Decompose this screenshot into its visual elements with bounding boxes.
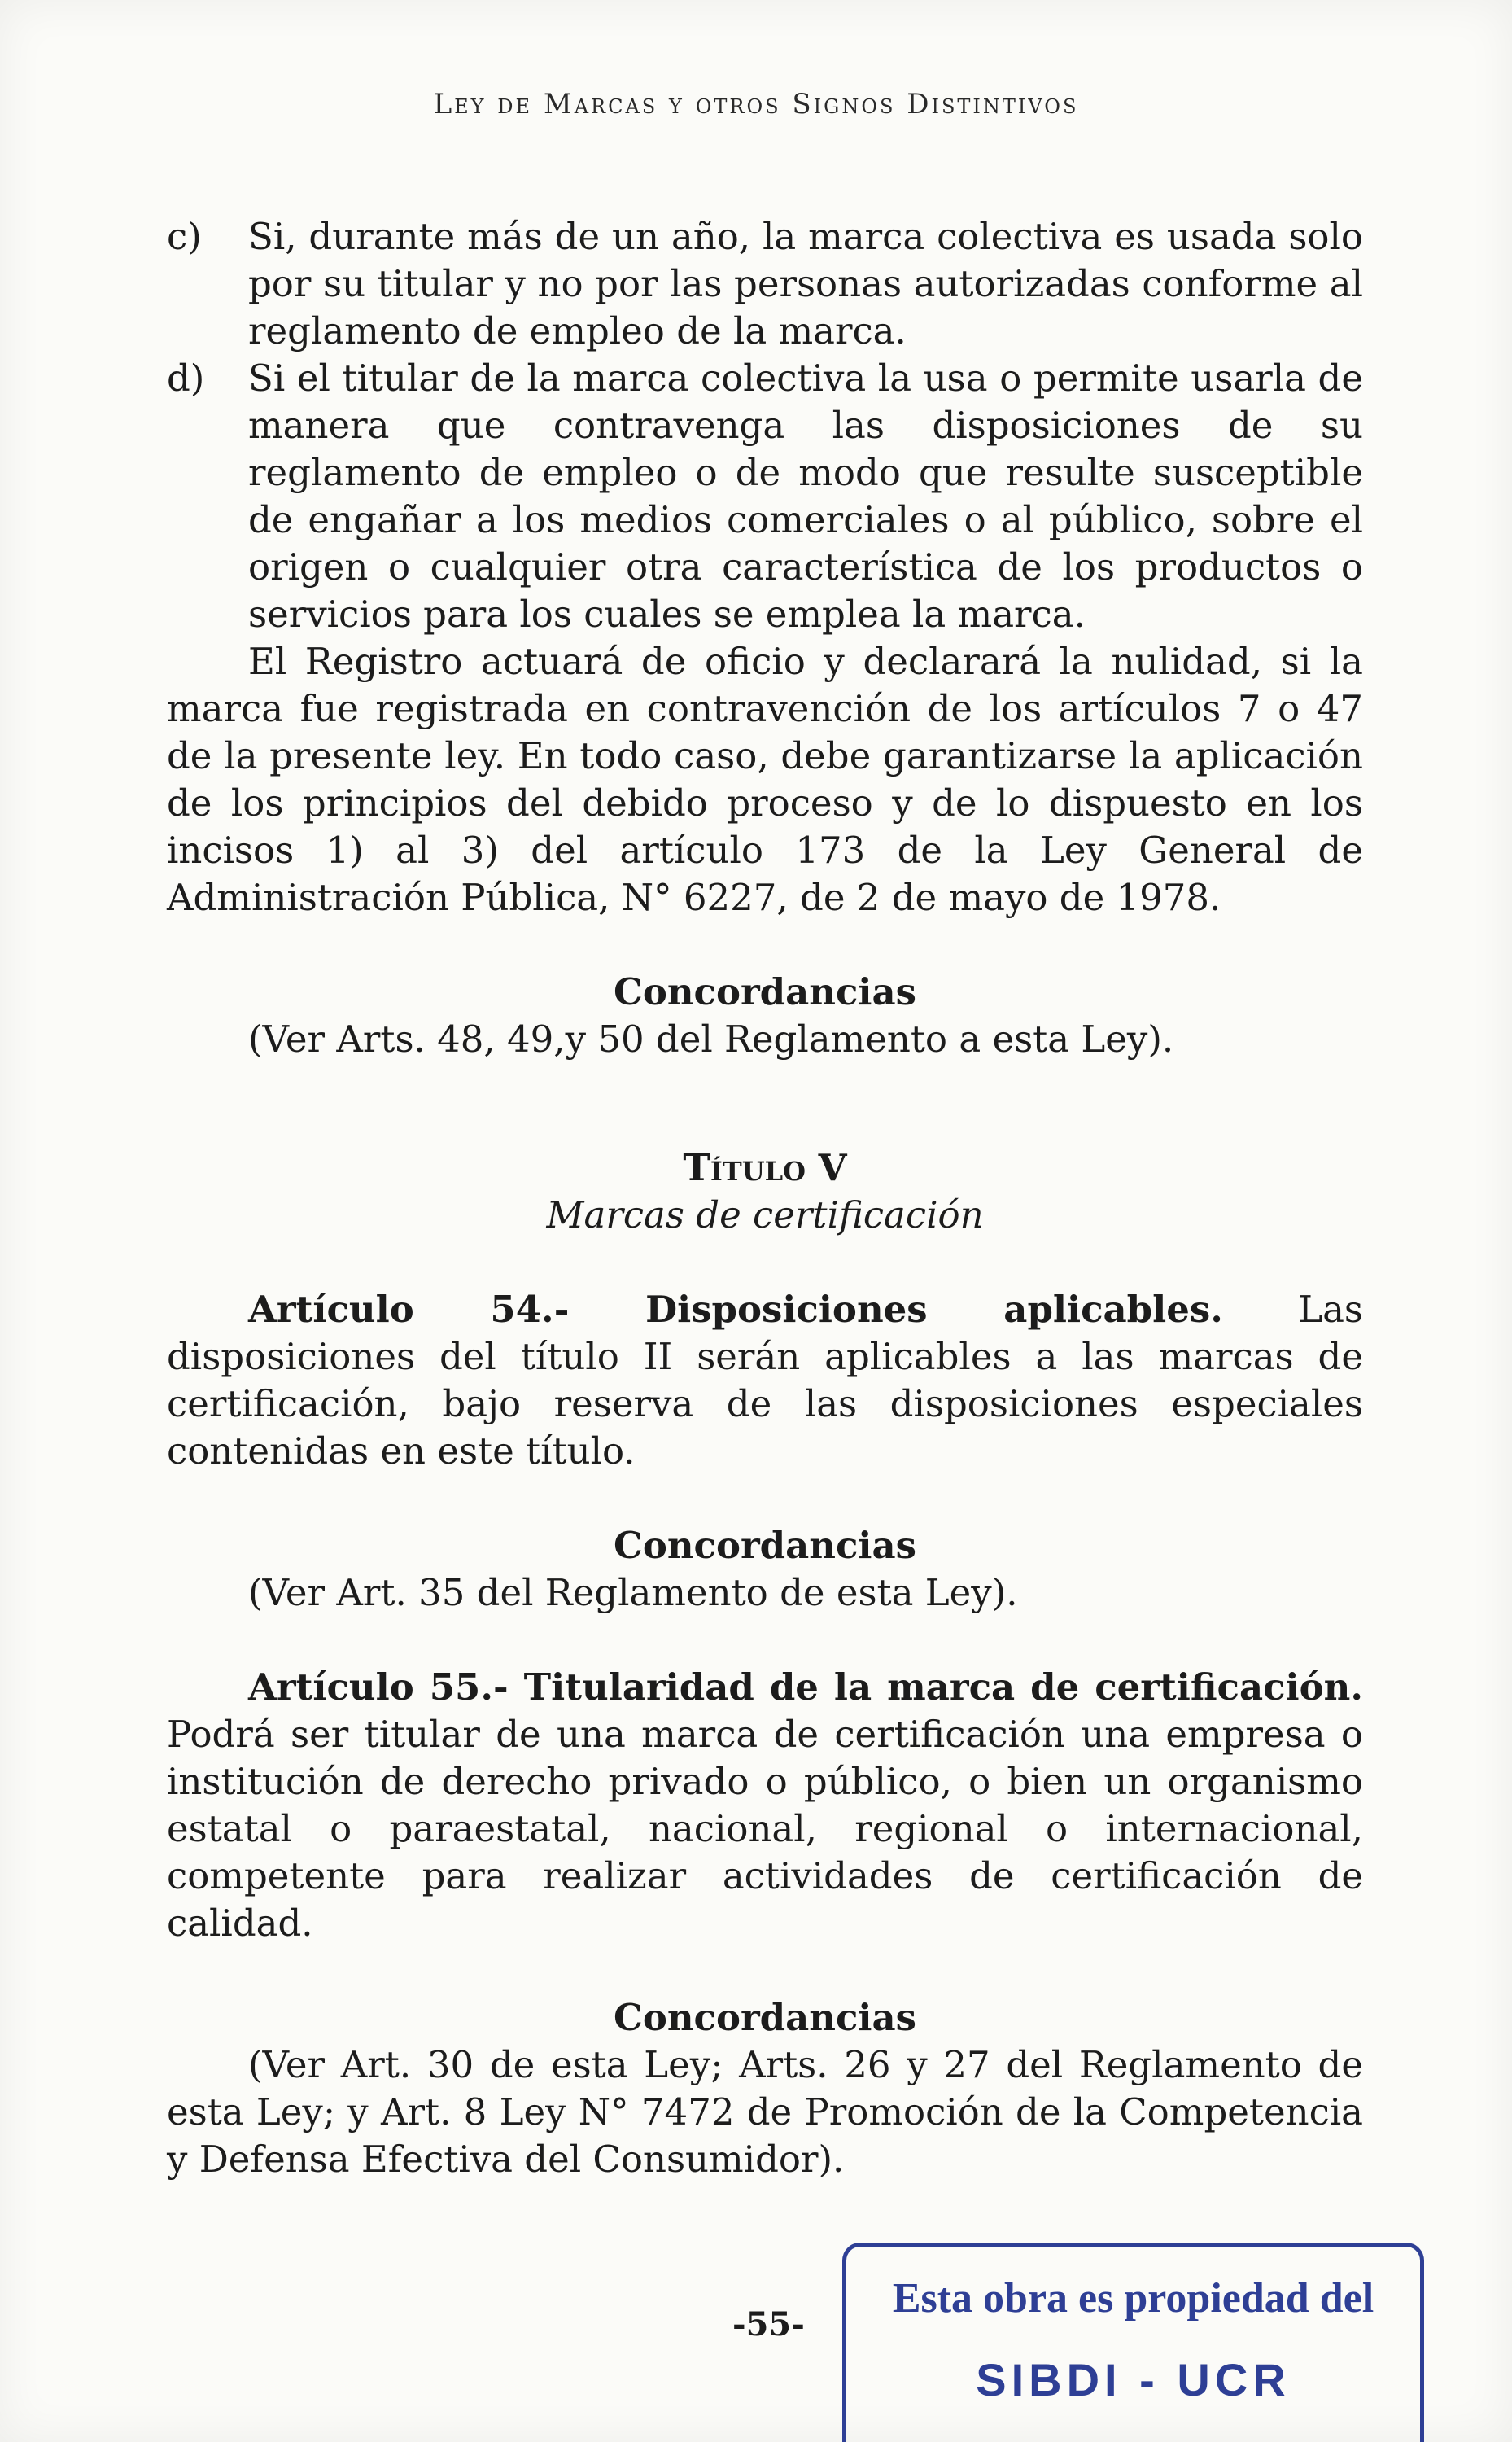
article-55	[167, 1664, 1363, 1947]
concordancias-text: (Ver Arts. 48, 49,y 50 del Reglamento a esta Ley).	[248, 1017, 1174, 1061]
article-54	[167, 1286, 1363, 1475]
registro-paragraph: El Registro actuará de oficio y declarará la nulidad, si la marca fue registrada en contravención de los artículos 7 o 47 de la presente ley. En todo caso, debe garantizarse la aplicación de los principios del debido proceso y de lo dispuesto en los incisos 1) al 3) del artículo 173 de la Ley General de Administración Pública, N° 6227, de 2 de mayo de 1978.	[167, 640, 1363, 919]
concordancias-heading: Concordancias	[614, 1524, 916, 1567]
list-item	[167, 355, 1363, 638]
article-55-text: Podrá ser titular de una marca de certificación una empresa o institución de derecho privado o público, o bien un organismo estatal o paraestatal, nacional, regional o internacional, competente para realizar actividades de certificación de calidad.	[167, 1713, 1363, 1945]
concordancias-text: (Ver Art. 35 del Reglamento de esta Ley).	[248, 1571, 1018, 1614]
article-54-text: Las disposiciones del título II serán aplicables a las marcas de certificación, bajo reserva de las disposiciones especiales contenidas en este título.	[167, 1288, 1364, 1473]
article-55-heading: Artículo 55.- Titularidad de la marca de certificación.	[248, 1665, 1363, 1709]
page-number: -55-	[732, 2305, 805, 2344]
list-item	[167, 213, 1363, 355]
item-marker: d)	[167, 357, 205, 400]
concordancias-text: (Ver Art. 30 de esta Ley; Arts. 26 y 27 del Reglamento de esta Ley; y Art. 8 Ley N° 7472 de Promoción de la Competencia y Defensa Efectiva del Consumidor).	[167, 2043, 1363, 2181]
running-header: Ley de Marcas y otros Signos Distintivos	[433, 88, 1079, 120]
stamp-line-2: SIBDI - UCR	[976, 2354, 1291, 2405]
concordancias-heading: Concordancias	[614, 1996, 916, 2039]
stamp-line-1: Esta obra es propiedad del	[892, 2275, 1374, 2322]
article-54-heading: Artículo 54.- Disposiciones aplicables.	[248, 1288, 1223, 1331]
library-stamp	[842, 2243, 1424, 2442]
title-heading: Título V	[683, 1146, 847, 1189]
item-marker: c)	[167, 215, 202, 258]
item-text: Si, durante más de un año, la marca colectiva es usada solo por su titular y no por las personas autorizadas conforme al reglamento de empleo de la marca.	[248, 215, 1363, 352]
page-content	[167, 213, 1363, 2183]
title-subtitle: Marcas de certificación	[546, 1193, 984, 1236]
concordancias-heading: Concordancias	[614, 970, 916, 1013]
item-text: Si el titular de la marca colectiva la usa o permite usarla de manera que contravenga las disposiciones de su reglamento de empleo o de modo que resulte susceptible de engañar a los medios comerciales o al público, sobre el origen o cualquier otra característica de los productos o servicios para los cuales se emplea la marca.	[248, 357, 1363, 636]
